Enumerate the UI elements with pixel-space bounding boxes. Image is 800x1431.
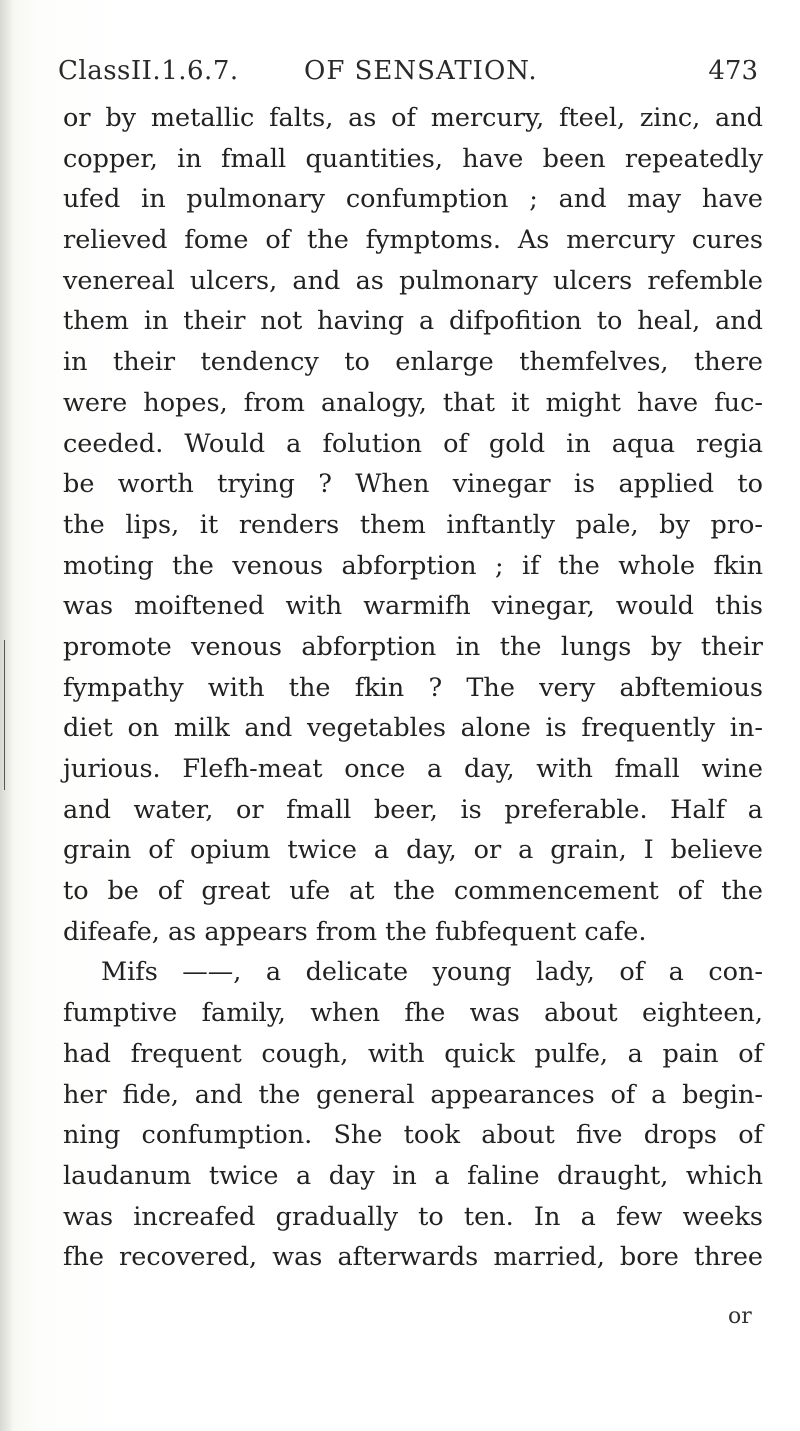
text-line: them in their not having a difpofition to heal, and	[63, 306, 763, 337]
text-line: difeafe, as appears from the fubfequent cafe.	[63, 916, 647, 947]
text-line: copper, in fmall quantities, have been repeatedly	[63, 143, 763, 174]
text-line: relieved fome of the fymptoms. As mercury cures	[63, 225, 763, 256]
text-line: and water, or fmall beer, is preferable. Half a	[63, 794, 763, 825]
text-line: fumptive family, when fhe was about eighteen,	[63, 998, 763, 1029]
page-edge-mark	[4, 640, 5, 790]
text-line: promote venous abforption in the lungs by their	[63, 631, 763, 662]
text-line: laudanum twice a day in a faline draught, which	[63, 1160, 763, 1191]
text-line: her fide, and the general appearances of a begin-	[63, 1079, 763, 1110]
running-header	[58, 56, 758, 96]
text-line: moting the venous abforption ; if the whole fkin	[63, 550, 763, 581]
body-text	[63, 98, 763, 1278]
text-line: venereal ulcers, and as pulmonary ulcers refemble	[63, 265, 763, 296]
text-line: grain of opium twice a day, or a grain, I believe	[63, 835, 763, 866]
text-line: ning confumption. She took about five drops of	[63, 1120, 763, 1151]
text-line: fhe recovered, was afterwards married, bore three	[63, 1242, 763, 1273]
text-line: fympathy with the fkin ? The very abftemious	[63, 672, 763, 703]
page-gutter-shadow	[0, 0, 12, 1431]
catchword: or	[728, 1304, 752, 1329]
text-line: ufed in pulmonary confumption ; and may have	[63, 184, 763, 215]
text-line: was moiftened with warmifh vinegar, would this	[63, 591, 763, 622]
text-line: were hopes, from analogy, that it might have fuc-	[63, 387, 763, 418]
page-number: 473	[708, 56, 758, 86]
text-line: was increafed gradually to ten. In a few weeks	[63, 1201, 763, 1232]
text-line: in their tendency to enlarge themfelves, there	[63, 347, 763, 378]
text-line: had frequent cough, with quick pulfe, a pain of	[63, 1038, 763, 1069]
class-reference: ClassII.1.6.7.	[58, 56, 239, 86]
text-line: or by metallic falts, as of mercury, fteel, zinc, and	[63, 103, 763, 133]
text-line: be worth trying ? When vinegar is applied to	[63, 469, 763, 500]
text-line: Mifs ——, a delicate young lady, of a con-	[101, 957, 763, 988]
text-line: the lips, it renders them inftantly pale, by pro-	[63, 509, 763, 540]
text-line: diet on milk and vegetables alone is frequently in-	[63, 713, 763, 744]
running-title: OF SENSATION.	[304, 56, 538, 86]
text-line: to be of great ufe at the commencement of the	[63, 876, 763, 907]
text-line: jurious. Flefh-meat once a day, with fmall wine	[63, 754, 763, 784]
text-line: ceeded. Would a folution of gold in aqua regia	[63, 428, 763, 459]
